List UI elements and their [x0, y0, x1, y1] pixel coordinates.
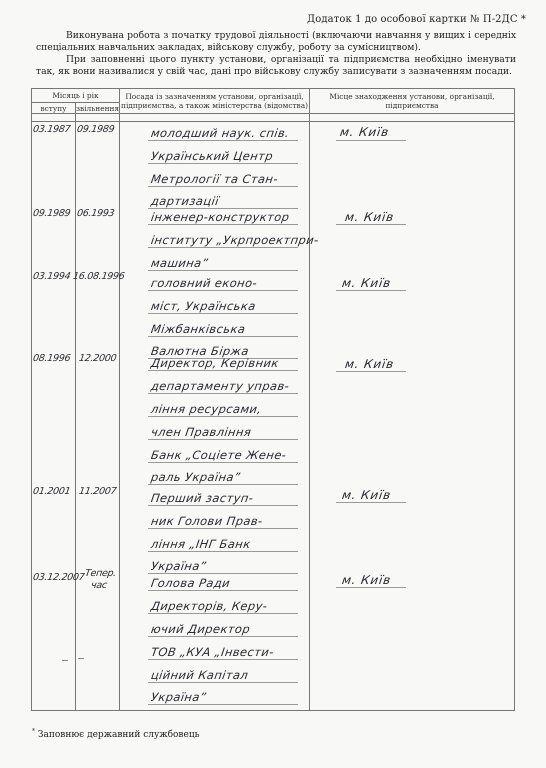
entry-city: м. Київ	[341, 573, 392, 587]
entry-line: дартизації	[150, 194, 220, 208]
entry-city: м. Київ	[341, 488, 392, 502]
entry-start-date: 03.1994	[32, 271, 71, 282]
entry-line: Міжбанківська	[150, 322, 247, 336]
entry-line: Україна”	[150, 559, 208, 573]
entry-line: Директор, Керівник	[150, 356, 280, 370]
entry-city: м. Київ	[344, 357, 395, 371]
entry-start-date: 03.12.2007	[32, 572, 86, 583]
entry-line: раль Україна”	[150, 470, 242, 484]
entry-line: інженер-конструктор	[150, 210, 291, 224]
appendix-note: Додаток 1 до особової картки № П-2ДС *	[307, 14, 526, 25]
entry-line: ління „ІНГ Банк	[150, 537, 252, 551]
entry-end-date: 06.1993	[76, 208, 115, 219]
entry-line: головний еконо-	[150, 276, 259, 290]
entry-line: Метрології та Стан-	[150, 172, 279, 186]
entry-line: ління ресурсами,	[150, 402, 263, 416]
entry-end-date: 11.2007	[78, 486, 117, 497]
entry-start-date: 09.1989	[32, 208, 71, 219]
entry-line: департаменту управ-	[150, 379, 291, 393]
intro-paragraph-1: Виконувана робота з початку трудової діяльності (включаючи навчання у вищих і середніх спеціальних навчальних закладах, військову службу, роботу за сумісництвом).	[36, 30, 516, 53]
footnote	[32, 728, 200, 740]
pencil-mark	[78, 658, 84, 659]
entry-line: ТОВ „КУА „Інвести-	[150, 645, 275, 659]
entry-line: ційний Капітал	[150, 668, 250, 682]
header-entry: вступу	[32, 103, 76, 114]
entry-line: молодший наук. спів.	[150, 126, 291, 140]
entry-line: ючий Директор	[150, 622, 252, 636]
intro-paragraph-2: При заповненні цього пункту установи, організації та підприємства необхідно іменувати так, як вони називалися у свій час, дані про військову службу записувати з зазначенням посади.	[36, 54, 516, 77]
entry-line: ник Голови Прав-	[150, 514, 264, 528]
footnote-star: *	[32, 728, 35, 735]
entry-start-date: 01.2001	[32, 486, 71, 497]
entry-start-date: 03.1987	[32, 124, 71, 135]
entry-city: м. Київ	[341, 276, 392, 290]
entry-end-note: час	[90, 580, 108, 591]
entry-line: Банк „Соціете Жене-	[150, 448, 288, 462]
entry-line: Український Центр	[150, 149, 274, 163]
header-location: Місце знаходження установи, організації, підприємства	[310, 89, 515, 114]
entry-line: міст, Українська	[150, 299, 257, 313]
header-month-year: Місяць і рік	[32, 89, 120, 103]
entry-line: Голова Ради	[150, 576, 232, 590]
header-position: Посада із зазначенням установи, організації, підприємства, а також міністерства (відомства)	[120, 89, 310, 114]
entry-line: Україна”	[150, 690, 208, 704]
intro-text	[36, 30, 516, 77]
header-exit: звільнення	[76, 103, 120, 113]
entry-start-date: 08.1996	[32, 353, 71, 364]
entry-end-date: 16.08.1996	[72, 271, 126, 282]
entry-city: м. Київ	[344, 210, 395, 224]
entry-end-date: Тепер.	[84, 568, 117, 579]
pencil-mark	[62, 660, 68, 661]
entry-line: Директорів, Керу-	[150, 599, 269, 613]
entry-line: член Правління	[150, 425, 253, 439]
entry-line: Валютна Біржа	[150, 344, 250, 358]
entry-line: Перший заступ-	[150, 491, 255, 505]
entry-end-date: 09.1989	[76, 124, 115, 135]
entry-end-date: 12.2000	[78, 353, 117, 364]
entry-line: інституту „Укрпроектпри-	[150, 233, 320, 247]
footnote-text: Заповнює державний службовець	[37, 730, 200, 740]
entry-line: машина”	[150, 256, 210, 270]
entry-city: м. Київ	[339, 125, 390, 139]
